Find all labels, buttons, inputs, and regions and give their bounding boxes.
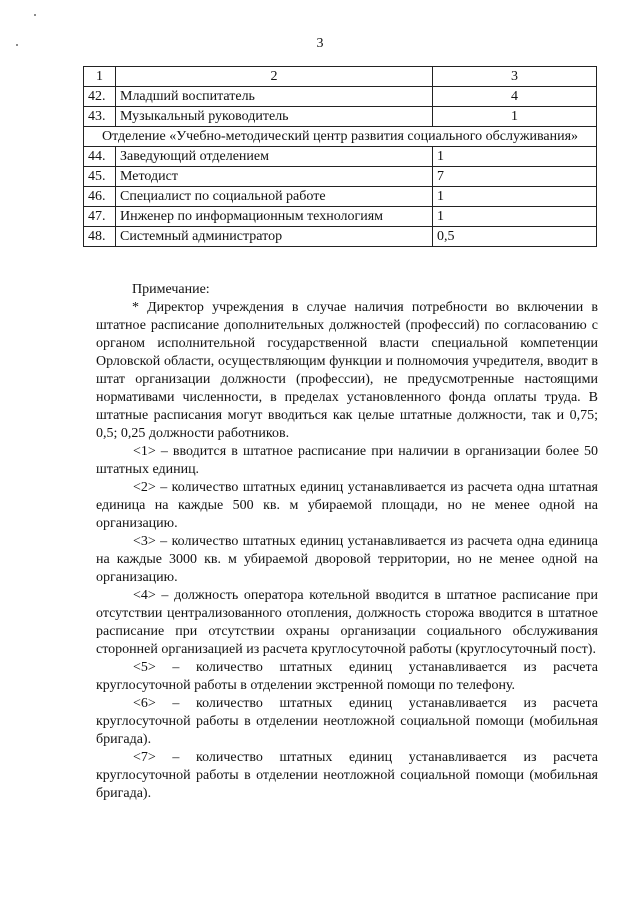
notes-heading: Примечание: <box>132 282 210 297</box>
header-col-3: 3 <box>433 67 597 87</box>
note-item: <4> – должность оператора котельной вводится в штатное расписание при отсутствии централизованного отопления, должность сторожа вводится в штатное расписание при отсутствии охраны организации социального обслуживания сторонней организацией из расчета круглосуточной работы (круглосуточный пост). <box>96 588 598 657</box>
position-name: Системный администратор <box>116 227 433 247</box>
row-number: 43. <box>84 107 116 127</box>
row-number: 47. <box>84 207 116 227</box>
table-row <box>84 167 597 187</box>
notes-block <box>96 281 598 803</box>
row-number: 46. <box>84 187 116 207</box>
position-quantity: 1 <box>433 187 597 207</box>
position-quantity: 1 <box>433 107 597 127</box>
row-number: 48. <box>84 227 116 247</box>
header-col-2: 2 <box>116 67 433 87</box>
table-row <box>84 87 597 107</box>
table-row <box>84 107 597 127</box>
section-row <box>84 127 597 147</box>
table-row <box>84 207 597 227</box>
staffing-table <box>83 66 597 247</box>
section-title: Отделение «Учебно-методический центр развития социального обслуживания» <box>84 127 597 147</box>
position-quantity: 0,5 <box>433 227 597 247</box>
note-item: <1> – вводится в штатное расписание при наличии в организации более 50 штатных единиц. <box>96 444 598 477</box>
note-item: <3> – количество штатных единиц устанавливается из расчета одна единица на каждые 3000 кв. м убираемой дворовой территории, но не менее одной на организацию. <box>96 534 598 585</box>
note-director: * Директор учреждения в случае наличия потребности во включении в штатное расписание дополнительных должностей (профессий) по согласованию с органом исполнительной государственной власти специальной компетенции Орловской области, осуществляющим функции и полномочия учредителя, вводит в штат организации должности (профессии), не предусмотренные настоящими нормативами численности, в пределах установленного фонда оплаты труда. В штатные расписания могут вводиться как целые штатные должности, так и 0,75; 0,5; 0,25 должности работников. <box>96 300 598 441</box>
scan-speck <box>34 14 36 16</box>
page-number: 3 <box>316 36 324 51</box>
header-col-1: 1 <box>84 67 116 87</box>
position-quantity: 1 <box>433 207 597 227</box>
note-item: <7> – количество штатных единиц устанавливается из расчета круглосуточной работы в отделении неотложной социальной помощи (мобильная бригада). <box>96 750 598 801</box>
position-name: Методист <box>116 167 433 187</box>
note-item: <2> – количество штатных единиц устанавливается из расчета одна штатная единица на каждые 500 кв. м убираемой площади, но не менее одной на организацию. <box>96 480 598 531</box>
position-name: Инженер по информационным технологиям <box>116 207 433 227</box>
position-name: Заведующий отделением <box>116 147 433 167</box>
table-row <box>84 187 597 207</box>
position-name: Младший воспитатель <box>116 87 433 107</box>
position-quantity: 1 <box>433 147 597 167</box>
table-row <box>84 227 597 247</box>
note-item: <5> – количество штатных единиц устанавливается из расчета круглосуточной работы в отделении экстренной помощи по телефону. <box>96 660 598 693</box>
position-quantity: 7 <box>433 167 597 187</box>
table-row <box>84 147 597 167</box>
row-number: 42. <box>84 87 116 107</box>
table-header-row <box>84 67 597 87</box>
row-number: 44. <box>84 147 116 167</box>
position-name: Специалист по социальной работе <box>116 187 433 207</box>
row-number: 45. <box>84 167 116 187</box>
position-quantity: 4 <box>433 87 597 107</box>
note-item: <6> – количество штатных единиц устанавливается из расчета круглосуточной работы в отделении неотложной социальной помощи (мобильная бригада). <box>96 696 598 747</box>
position-name: Музыкальный руководитель <box>116 107 433 127</box>
